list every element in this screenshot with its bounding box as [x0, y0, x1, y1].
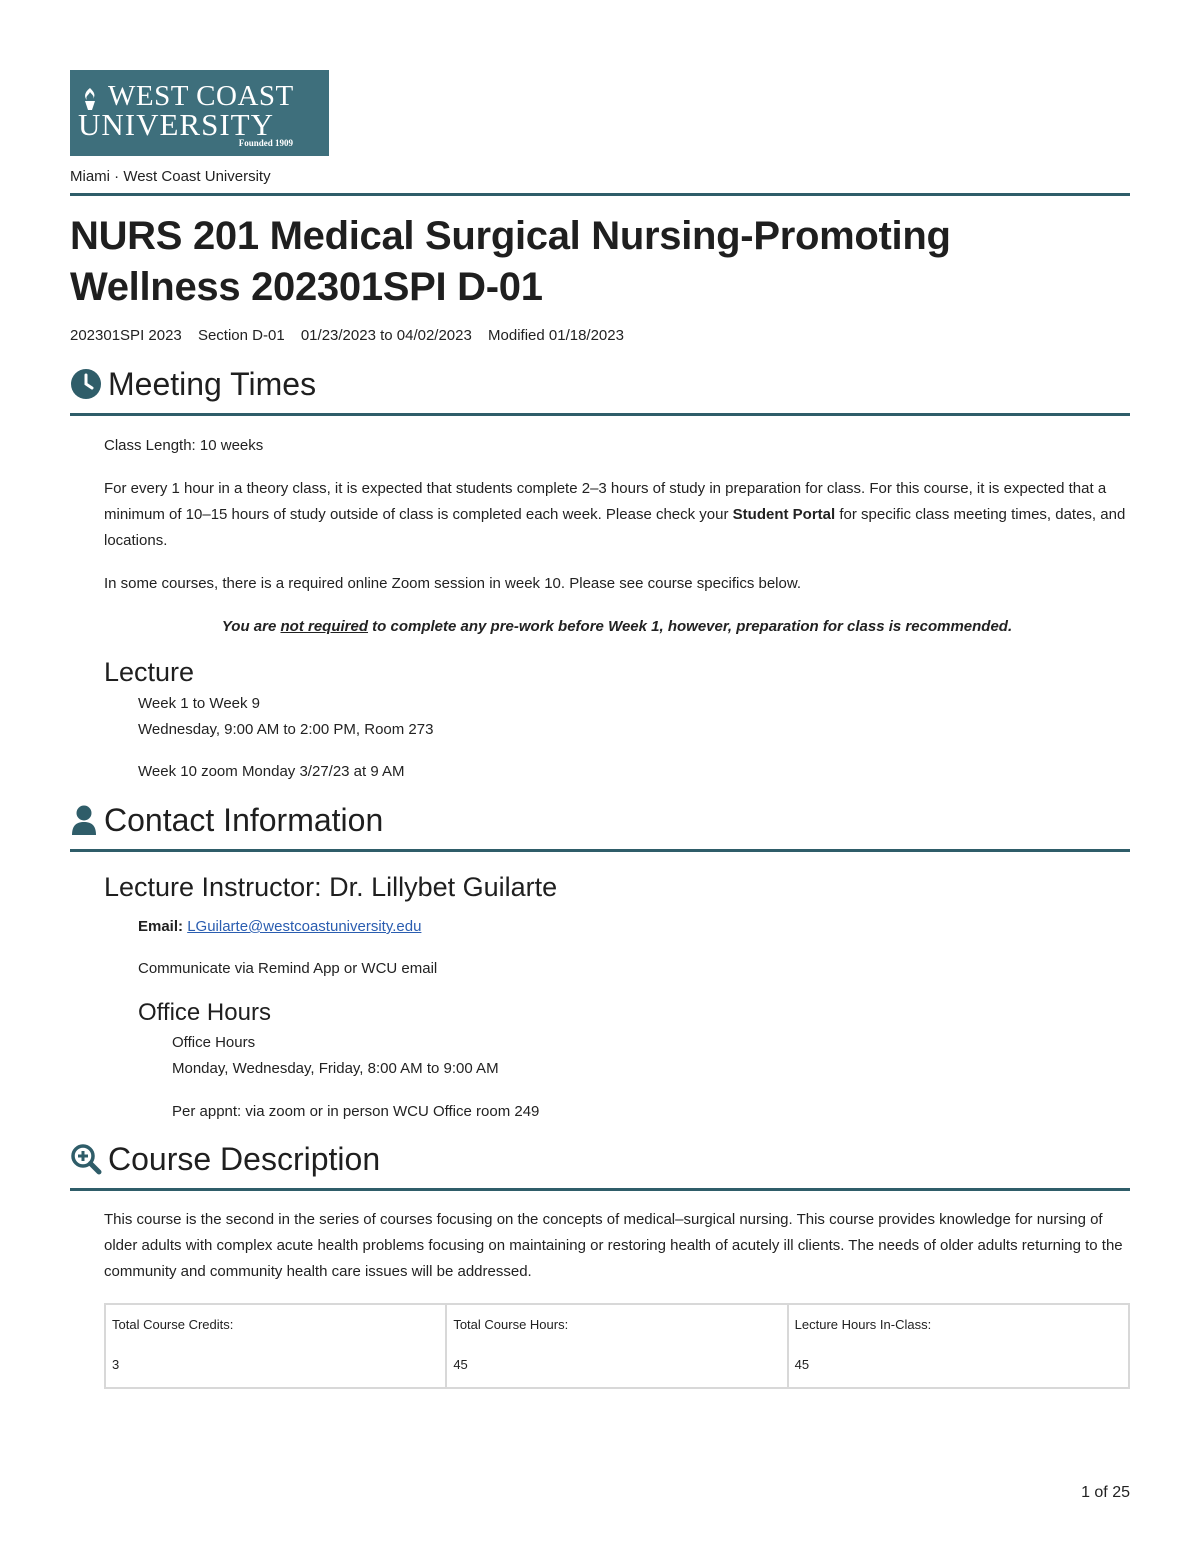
table-cell: [446, 1304, 787, 1388]
credits-table: [104, 1303, 1130, 1389]
meeting-times-header: [70, 364, 1130, 404]
meta-term: 202301SPI 2023: [70, 327, 182, 344]
email-link[interactable]: LGuilarte@westcoastuniversity.edu: [187, 918, 422, 935]
description-heading: Course Description: [108, 1141, 381, 1177]
email-row: [138, 914, 1130, 940]
email-label: Email:: [138, 918, 184, 935]
page-title: NURS 201 Medical Surgical Nursing-Promoting Wellness 202301SPI D-01: [70, 214, 951, 309]
divider: [70, 1188, 1130, 1191]
meeting-times-body: [70, 433, 1130, 640]
course-meta: [70, 327, 1130, 345]
description-text: This course is the second in the series of courses focusing on the concepts of medical–surgical nursing. This course provides knowledge for nursing of older adults with complex acute health problems focusing on maintaining or restoring health of acutely ill clients. The needs of older adults returning to the community and community health care issues will be addressed.: [104, 1211, 1123, 1280]
instructor-heading: Lecture Instructor: Dr. Lillybet Guilarte: [104, 872, 558, 902]
credits-label: Total Course Credits:: [112, 1317, 234, 1332]
prework-note: You are not required to complete any pre-work before Week 1, however, preparation for class is recommended.: [221, 618, 1013, 635]
zoom-note: In some courses, there is a required online Zoom session in week 10. Please see course specifics below.: [104, 575, 802, 592]
office-appointment: Per appnt: via zoom or in person WCU Office room 249: [172, 1103, 540, 1120]
user-icon: [70, 804, 98, 836]
table-row: [105, 1304, 1129, 1388]
lecture-heading: Lecture: [104, 657, 195, 687]
credits-value: 3: [112, 1357, 120, 1372]
table-cell: [105, 1304, 446, 1388]
lecture-weeks: Week 1 to Week 9: [138, 695, 261, 712]
logo-line1: WEST COAST: [108, 80, 294, 112]
student-portal-text: Student Portal: [732, 506, 836, 523]
syllabus-page: [70, 70, 1130, 1389]
study-expectation: For every 1 hour in a theory class, it is expected that students complete 2–3 hours of study in preparation for class. For this course, it is expected that a minimum of 10–15 hours of study outside of class is completed each week. Please check your Student Portal for specific class meeting times, dates, and locations.: [104, 480, 1126, 549]
class-length: Class Length: 10 weeks: [104, 437, 264, 454]
description-body: [70, 1207, 1130, 1285]
lecture-zoom: Week 10 zoom Monday 3/27/23 at 9 AM: [138, 763, 405, 780]
lecture-hours-label: Lecture Hours In-Class:: [794, 1317, 932, 1332]
divider: [70, 849, 1130, 852]
contact-header: [70, 800, 1130, 840]
divider: [70, 193, 1130, 196]
instructor-details: [104, 914, 1130, 1125]
clock-icon: [70, 368, 102, 400]
table-cell: [788, 1304, 1129, 1388]
meeting-times-heading: Meeting Times: [108, 366, 317, 402]
hours-label: Total Course Hours:: [453, 1317, 569, 1332]
hours-value: 45: [453, 1357, 468, 1372]
office-hours-details: [138, 1030, 1130, 1125]
page-number: 1 of 25: [1081, 1484, 1130, 1501]
university-logo: [70, 70, 329, 156]
contact-heading: Contact Information: [104, 802, 384, 838]
office-hours-time: Monday, Wednesday, Friday, 8:00 AM to 9:00 AM: [172, 1060, 499, 1077]
logo-line2: UNIVERSITY: [78, 107, 274, 142]
campus-name: Miami · West Coast University: [70, 168, 271, 185]
lecture-schedule: [104, 691, 1130, 785]
description-header: [70, 1139, 1130, 1179]
lecture-hours-value: 45: [794, 1357, 810, 1372]
office-hours-label: Office Hours: [172, 1034, 256, 1051]
meta-section: Section D-01: [197, 327, 285, 344]
logo-founded: Founded 1909: [238, 138, 293, 148]
meta-dates: 01/23/2023 to 04/02/2023: [300, 327, 472, 344]
divider: [70, 413, 1130, 416]
magnify-plus-icon: [70, 1143, 102, 1175]
meta-modified: Modified 01/18/2023: [488, 327, 624, 344]
lecture-time: Wednesday, 9:00 AM to 2:00 PM, Room 273: [138, 721, 434, 738]
communicate-text: Communicate via Remind App or WCU email: [138, 960, 438, 977]
office-hours-heading: Office Hours: [138, 999, 271, 1026]
